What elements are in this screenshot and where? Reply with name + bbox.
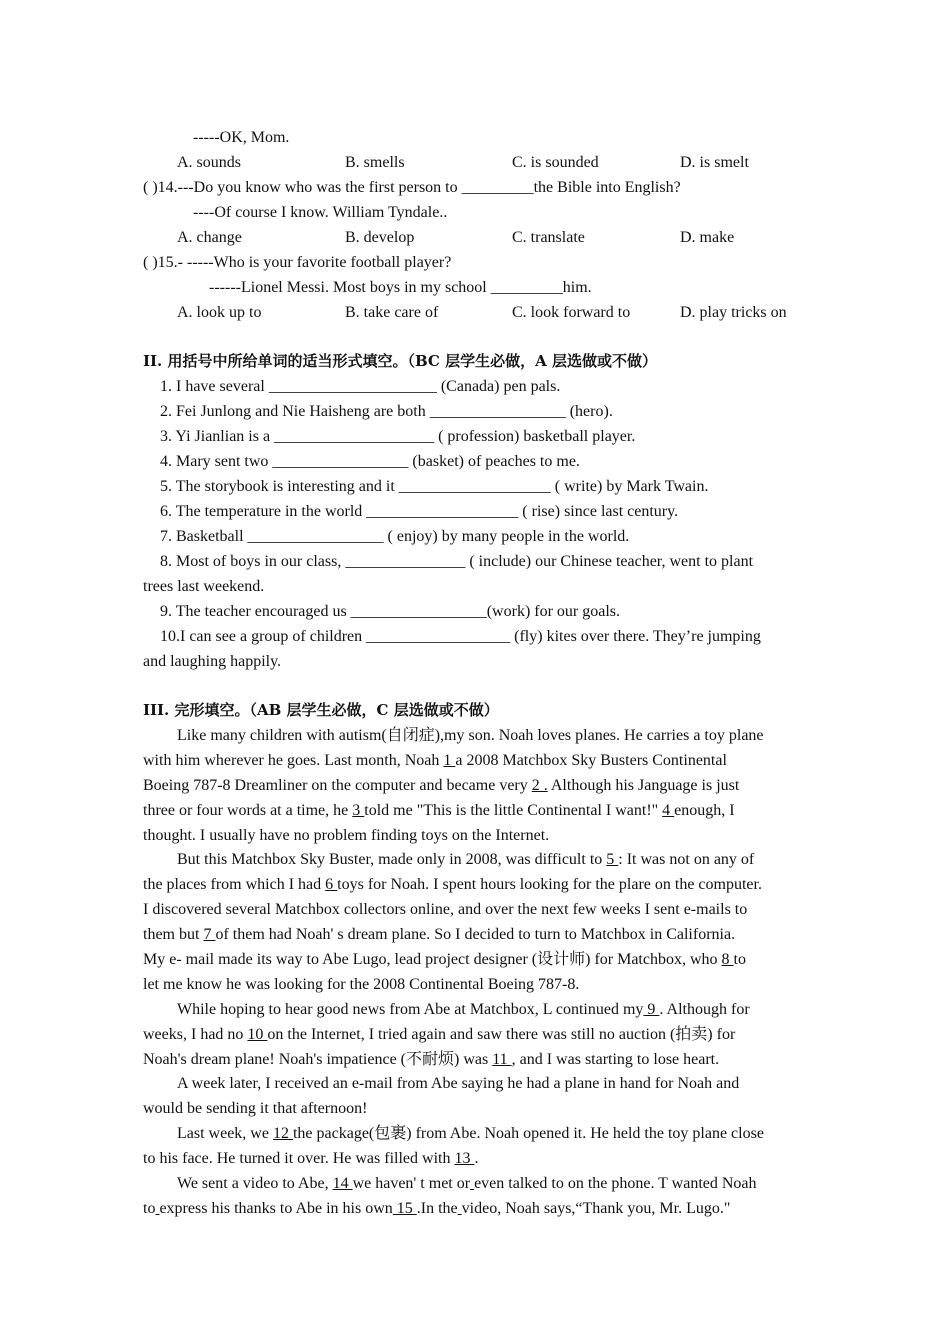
q13-option-b: B. smells: [345, 154, 405, 171]
p6-line-2: to express his thanks to Abe in his own 15 .In the video, Noah says,“Thank you, Mr. Lugo.": [143, 1200, 731, 1217]
q14-option-d: D. make: [680, 229, 735, 246]
p4-line-2: would be sending it that afternoon!: [143, 1100, 368, 1117]
p2-line-2: the places from which I had 6 toys for Noah. I spent hours looking for the plare on the computer.: [143, 876, 762, 893]
blank-5: 5: [606, 851, 619, 868]
part2-line-6: 6. The temperature in the world ___________________ ( rise) since last century.: [160, 503, 679, 520]
q13-reply: -----OK, Mom.: [193, 129, 290, 146]
q15-stem: ( )15.- -----Who is your favorite football player?: [143, 254, 452, 271]
q15-option-c: C. look forward to: [512, 304, 631, 321]
blank-15: 15: [392, 1200, 417, 1217]
p3-line-1: While hoping to hear good news from Abe at Matchbox, L continued my 9 . Although for: [177, 1001, 750, 1018]
part2-line-2: 2. Fei Junlong and Nie Haisheng are both _________________ (hero).: [160, 403, 613, 420]
blank-11: 11: [492, 1051, 512, 1068]
p5-line-1: Last week, we 12 the package(包裹) from Abe. Noah opened it. He held the toy plane close: [177, 1125, 764, 1142]
p5-line-2: to his face. He turned it over. He was filled with 13 .: [143, 1150, 479, 1167]
part2-heading: II. 用括号中所给单词的适当形式填空。（BC 层学生必做，A 层选做或不做）: [143, 352, 657, 370]
blank-6: 6: [325, 876, 338, 893]
blank-14: 14: [332, 1175, 353, 1192]
q14-reply: ----Of course I know. William Tyndale..: [193, 204, 448, 221]
q15-option-d: D. play tricks on: [680, 304, 787, 321]
p2-line-3: I discovered several Matchbox collectors online, and over the next few weeks I sent e-mails to: [143, 901, 748, 918]
blank-1: 1: [443, 752, 456, 769]
p1-line-3: Boeing 787-8 Dreamliner on the computer and became very 2 . Although his Janguage is just: [143, 777, 740, 794]
blank-8: 8: [721, 951, 734, 968]
part2-line-1: 1. I have several _____________________ (Canada) pen pals.: [160, 378, 561, 395]
part2-line-5: 5. The storybook is interesting and it ___________________ ( write) by Mark Twain.: [160, 478, 709, 495]
q15-option-b: B. take care of: [345, 304, 439, 321]
part2-line-7: 7. Basketball _________________ ( enjoy) by many people in the world.: [160, 528, 630, 545]
q14-stem: ( )14.---Do you know who was the first person to _________the Bible into English?: [143, 179, 681, 196]
part2-line-8: 8. Most of boys in our class, _______________ ( include) our Chinese teacher, went to plant: [160, 553, 754, 570]
blank-13: 13: [454, 1150, 475, 1167]
q14-option-b: B. develop: [345, 229, 415, 246]
blank-2: 2 .: [531, 777, 548, 794]
blank-7: 7: [203, 926, 216, 943]
p4-line-1: A week later, I received an e-mail from Abe saying he had a plane in hand for Noah and: [177, 1075, 740, 1092]
p2-line-5: My e- mail made its way to Abe Lugo, lead project designer (设计师) for Matchbox, who 8 to: [143, 951, 746, 968]
q13-option-d: D. is smelt: [680, 154, 749, 171]
part2-line-10-cont: and laughing happily.: [143, 653, 282, 670]
part2-line-4: 4. Mary sent two _________________ (basket) of peaches to me.: [160, 453, 580, 470]
blank-10: 10: [247, 1026, 268, 1043]
blank-12: 12: [272, 1125, 293, 1142]
p1-line-5: thought. I usually have no problem finding toys on the Internet.: [143, 827, 550, 844]
part2-line-10: 10.I can see a group of children __________________ (fly) kites over there. They’re jumping: [160, 628, 761, 645]
part2-line-9: 9. The teacher encouraged us _________________(work) for our goals.: [160, 603, 621, 620]
blank-3: 3: [352, 802, 365, 819]
blank-4: 4: [662, 802, 675, 819]
part3-heading: III. 完形填空。（AB 层学生必做，C 层选做或不做）: [143, 701, 499, 719]
q13-option-a: A. sounds: [177, 154, 242, 171]
part2-line-8-cont: trees last weekend.: [143, 578, 265, 595]
p3-line-3: Noah's dream plane! Noah's impatience (不耐烦) was 11 , and I was starting to lose heart.: [143, 1051, 720, 1068]
q14-option-c: C. translate: [512, 229, 585, 246]
part2-line-3: 3. Yi Jianlian is a ____________________ ( profession) basketball player.: [160, 428, 636, 445]
q14-option-a: A. change: [177, 229, 242, 246]
q13-option-c: C. is sounded: [512, 154, 599, 171]
p3-line-2: weeks, I had no 10 on the Internet, I tried again and saw there was still no auction (拍卖) for: [143, 1026, 736, 1043]
p6-line-1: We sent a video to Abe, 14 we haven' t met or even talked to on the phone. T wanted Noah: [177, 1175, 757, 1192]
p1-line-4: three or four words at a time, he 3 told me "This is the little Continental I want!" 4 enough, I: [143, 802, 735, 819]
q15-reply: ------Lionel Messi. Most boys in my school _________him.: [209, 279, 592, 296]
q15-option-a: A. look up to: [177, 304, 262, 321]
p2-line-1: But this Matchbox Sky Buster, made only in 2008, was difficult to 5 : It was not on any of: [177, 851, 755, 868]
p2-line-6: let me know he was looking for the 2008 Continental Boeing 787-8.: [143, 976, 580, 993]
p1-line-1: Like many children with autism(自闭症),my son. Noah loves planes. He carries a toy plane: [177, 727, 764, 744]
blank-9: 9: [643, 1001, 660, 1018]
p1-line-2: with him wherever he goes. Last month, Noah 1 a 2008 Matchbox Sky Busters Continental: [143, 752, 727, 769]
p2-line-4: them but 7 of them had Noah' s dream plane. So I decided to turn to Matchbox in California.: [143, 926, 736, 943]
